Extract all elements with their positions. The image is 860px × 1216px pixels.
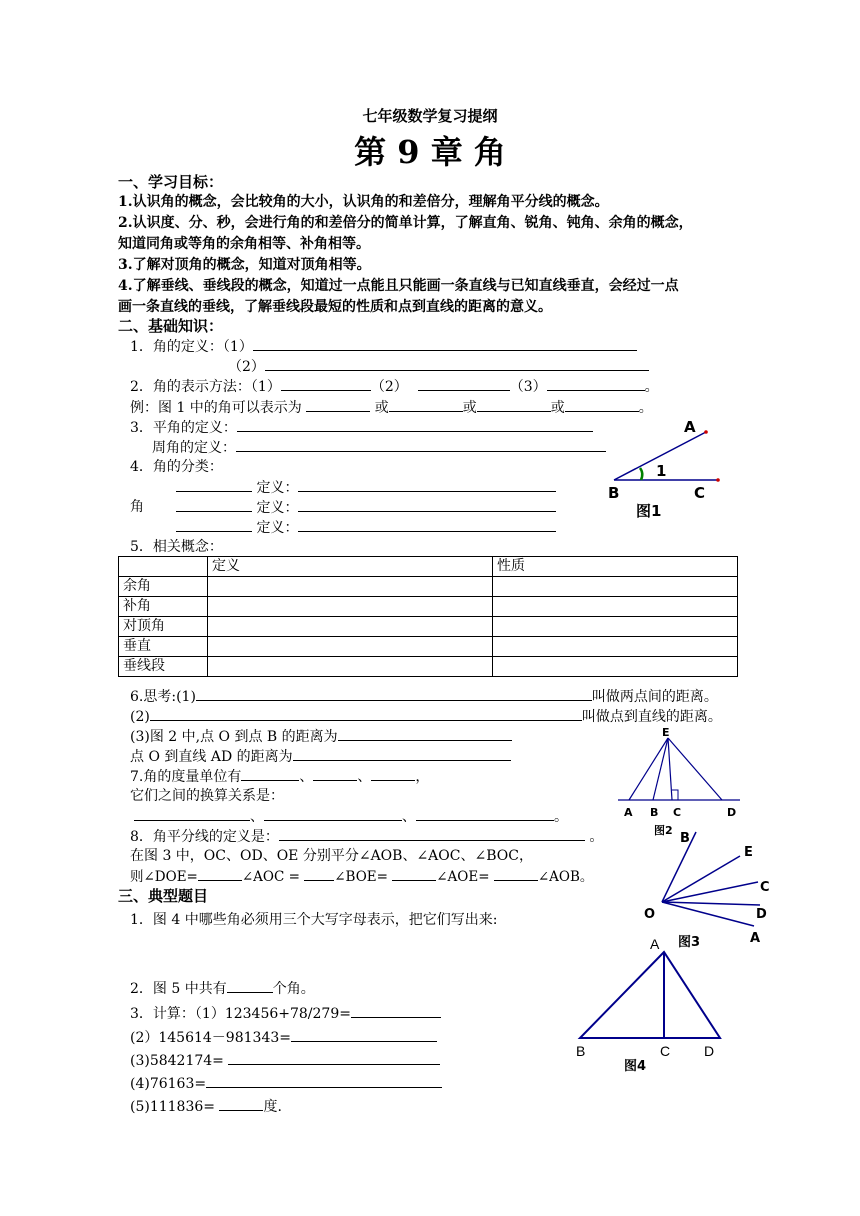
point-c (716, 478, 720, 482)
question-1b: （2） (228, 356, 649, 377)
answer-blank[interactable] (236, 437, 606, 452)
question-6a: 6.思考:(1) 叫做两点间的距离。 (130, 686, 718, 707)
segment-ec (668, 738, 672, 800)
segment-eb (653, 738, 668, 800)
answer-blank[interactable] (494, 866, 538, 881)
label-c: C (694, 484, 706, 502)
question-7b: 它们之间的换算关系是： (130, 788, 284, 804)
ray-oc (662, 882, 758, 902)
goal-3: 3.了解对顶角的概念，知道对顶角相等。 (118, 257, 371, 273)
section-heading-problems: 三、典型题目 (118, 887, 209, 905)
answer-blank[interactable] (227, 978, 273, 993)
answer-blank[interactable] (241, 766, 299, 781)
answer-blank[interactable] (371, 766, 415, 781)
answer-blank[interactable] (196, 686, 592, 701)
segment-ea (629, 738, 668, 800)
answer-blank[interactable] (134, 806, 250, 821)
problem-3c: (3)5842174= (130, 1050, 440, 1071)
label-c: C (660, 1043, 671, 1059)
table-cell[interactable] (208, 637, 493, 657)
angle-arc (640, 468, 642, 480)
table-row (119, 577, 738, 597)
label-1: 1 (656, 462, 667, 480)
answer-blank[interactable] (265, 356, 649, 371)
question-2: 2．角的表示方法：（1） （2） （3） 。 (130, 376, 659, 397)
figure-3-caption: 图3 (678, 935, 701, 950)
classification-row-3: 定义： (176, 517, 556, 538)
problem-1: 1．图 4 中哪些角必须用三个大写字母表示，把它们写出来: (130, 912, 498, 928)
problem-3d: (4)76163= (130, 1073, 442, 1094)
answer-blank[interactable] (206, 1073, 442, 1088)
label-o: O (644, 907, 656, 922)
answer-blank[interactable] (291, 1027, 437, 1042)
answer-blank[interactable] (176, 477, 252, 492)
document-title: 第 9 章 角 (354, 133, 506, 171)
table-header-row (119, 557, 738, 577)
answer-blank[interactable] (418, 376, 510, 391)
answer-blank[interactable] (237, 417, 593, 432)
question-4: 4．角的分类： (130, 459, 223, 475)
question-1: 1．角的定义：（1） (130, 336, 637, 357)
goal-4a: 4.了解垂线、垂线段的概念，知道过一点能且只能画一条直线与已知直线垂直，会经过一点 (118, 278, 679, 294)
right-angle-mark (672, 790, 678, 800)
table-cell[interactable] (208, 617, 493, 637)
table-cell[interactable] (208, 597, 493, 617)
answer-blank[interactable] (150, 706, 582, 721)
answer-blank[interactable] (306, 397, 370, 412)
question-8b: 在图 3 中，OC、OD、OE 分别平分∠AOB、∠AOC、∠BOC， (130, 848, 533, 864)
table-cell[interactable] (493, 637, 738, 657)
classification-row-2: 定义： (176, 497, 556, 518)
figure-1 (600, 418, 730, 523)
question-7c: 、 、 。 (134, 806, 568, 827)
question-3b: 周角的定义： (152, 437, 606, 458)
triangle-abd (580, 952, 720, 1038)
answer-blank[interactable] (228, 1050, 440, 1065)
table-header-cell (119, 557, 208, 577)
label-a: A (650, 936, 660, 952)
ray-od (662, 902, 760, 905)
concepts-table (118, 556, 738, 677)
label-b: B (650, 806, 659, 819)
section-heading-goals: 一、学习目标： (118, 173, 224, 191)
question-6b: (2) 叫做点到直线的距离。 (130, 706, 722, 727)
question-6d: 点 O 到直线 AD 的距离为 (130, 746, 511, 767)
table-cell[interactable] (493, 617, 738, 637)
label-c: C (760, 880, 770, 895)
label-d: D (756, 907, 767, 922)
label-c: C (673, 806, 682, 819)
table-cell[interactable] (493, 657, 738, 677)
table-cell[interactable] (208, 577, 493, 597)
row-label: 垂直 (119, 637, 208, 657)
label-a: A (684, 418, 696, 436)
table-row (119, 637, 738, 657)
answer-blank[interactable] (313, 766, 357, 781)
figure-2 (612, 724, 742, 839)
table-header-cell: 定义 (208, 557, 493, 577)
answer-blank[interactable] (416, 806, 554, 821)
answer-blank[interactable] (298, 497, 556, 512)
label-a: A (624, 806, 633, 819)
ray-oa (662, 902, 754, 926)
question-6c: (3)图 2 中,点 O 到点 B 的距离为 (130, 726, 512, 747)
problem-3e: (5)111836= 度. (130, 1096, 282, 1117)
label-b: B (680, 831, 690, 846)
answer-blank[interactable] (392, 866, 436, 881)
answer-blank[interactable] (565, 397, 639, 412)
figure-1-caption: 图1 (636, 502, 662, 520)
row-label: 补角 (119, 597, 208, 617)
label-e: E (662, 726, 670, 739)
figure-4-caption: 图4 (624, 1059, 647, 1074)
answer-blank[interactable] (198, 866, 242, 881)
answer-blank[interactable] (338, 726, 512, 741)
goal-1: 1.认识角的概念，会比较角的大小，认识角的和差倍分，理解角平分线的概念。 (118, 194, 609, 210)
answer-blank[interactable] (547, 376, 645, 391)
answer-blank[interactable] (279, 826, 585, 841)
answer-blank[interactable] (298, 517, 556, 532)
label-d: D (727, 806, 737, 819)
table-cell[interactable] (208, 657, 493, 677)
answer-blank[interactable] (176, 517, 252, 532)
answer-blank[interactable] (477, 397, 551, 412)
problem-2: 2．图 5 中共有 个角。 (130, 978, 315, 999)
problem-3: 3．计算：（1）123456+78/279= (130, 1003, 441, 1024)
classification-row-1: 定义： (176, 477, 556, 498)
answer-blank[interactable] (264, 806, 402, 821)
answer-blank[interactable] (253, 336, 637, 351)
question-5: 5．相关概念： (130, 539, 223, 555)
answer-blank[interactable] (351, 1003, 441, 1018)
document-subtitle: 七年级数学复习提纲 (362, 107, 498, 125)
figure-4 (570, 934, 730, 1074)
row-label: 垂线段 (119, 657, 208, 677)
label-b: B (576, 1043, 586, 1059)
table-header-cell: 性质 (493, 557, 738, 577)
question-7a: 7.角的度量单位有 、 、 ， (130, 766, 429, 787)
row-label: 余角 (119, 577, 208, 597)
answer-blank[interactable] (293, 746, 511, 761)
answer-blank[interactable] (219, 1096, 263, 1111)
question-3a: 3．平角的定义： (130, 417, 593, 438)
goal-4b: 画一条直线的垂线，了解垂线段最短的性质和点到直线的距离的意义。 (118, 299, 552, 315)
table-row (119, 597, 738, 617)
answer-blank[interactable] (176, 497, 252, 512)
label-b: B (608, 484, 620, 502)
answer-blank[interactable] (304, 866, 334, 881)
question-8c: 则∠DOE= ∠AOC = ∠BOE= ∠AOE= ∠AOB。 (130, 866, 593, 887)
goal-2b: 知道同角或等角的余角相等、补角相等。 (118, 236, 370, 252)
figure-2-caption: 图2 (654, 824, 673, 837)
label-a: A (750, 931, 761, 946)
answer-blank[interactable] (389, 397, 463, 412)
row-label: 对顶角 (119, 617, 208, 637)
label-d: D (704, 1043, 715, 1059)
segment-ed (668, 738, 722, 800)
table-cell[interactable] (493, 597, 738, 617)
point-a (704, 430, 708, 434)
label-e: E (744, 845, 753, 860)
table-row (119, 617, 738, 637)
goal-2a: 2.认识度、分、秒，会进行角的和差倍分的简单计算，了解直角、锐角、钝角、余角的概念， (118, 215, 693, 231)
table-cell[interactable] (493, 577, 738, 597)
answer-blank[interactable] (298, 477, 556, 492)
section-heading-basics: 二、基础知识： (118, 317, 224, 335)
question-8a: 8．角平分线的定义是： 。 (130, 826, 603, 847)
table-row (119, 657, 738, 677)
problem-3b: (2）145614－981343= (130, 1027, 437, 1048)
classification-angle-label: 角 (130, 499, 144, 515)
example-fig1: 例：图 1 中的角可以表示为 或 或 或 。 (130, 397, 653, 418)
answer-blank[interactable] (281, 376, 371, 391)
